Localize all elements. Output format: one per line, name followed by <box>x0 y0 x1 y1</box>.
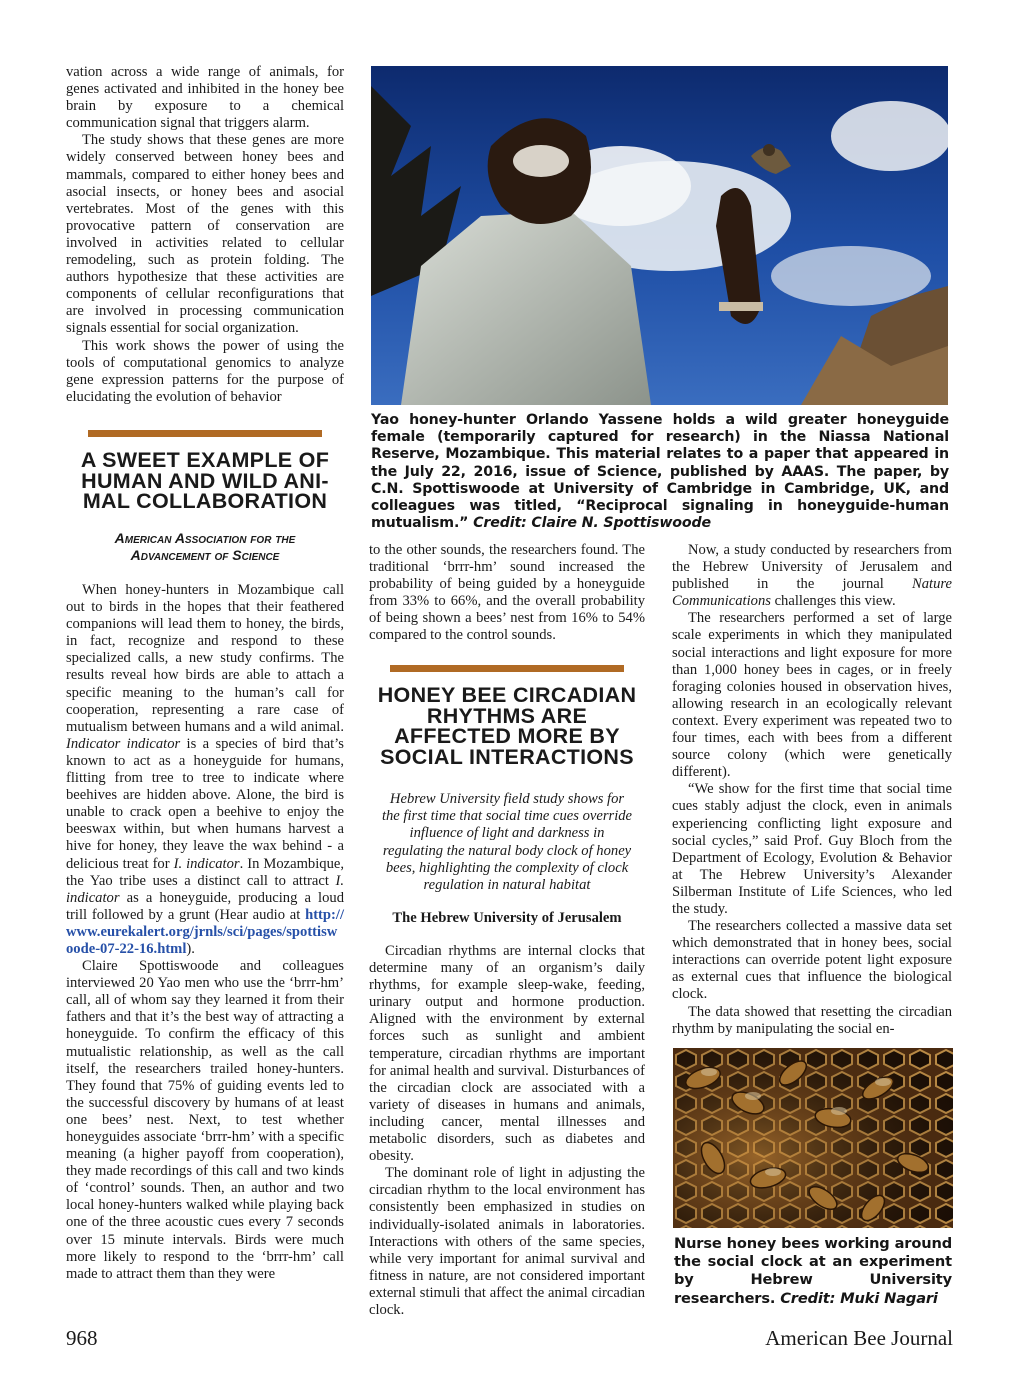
text: as a honeyguide, producing a loud trill followed by a grunt (Hear audio at <box>66 889 344 923</box>
article-body-continued <box>672 542 952 1038</box>
paragraph <box>66 582 344 958</box>
honey-bees-photo <box>673 1048 953 1228</box>
honey-bees-image <box>673 1048 953 1228</box>
photo-credit: Credit: Muki Nagari <box>780 1289 938 1307</box>
article-headline <box>365 685 649 767</box>
text: challenges this view. <box>774 593 896 610</box>
previous-article-text <box>66 64 344 406</box>
headline-line: AFFECTED MORE BY <box>394 724 620 748</box>
paragraph <box>672 542 952 610</box>
dek-line: influence of light and darkness in <box>409 825 605 842</box>
dek-line: regulating the natural body clock of honey <box>382 842 632 859</box>
paragraph: The study shows that these genes are more widely conserved between honey bees and mammals, compared to either honey bees and asocial insects, or honey bees and asocial vertebrates. Most of the genes with this provocative pattern of conservation are involved in activities related to cellular remodeling, such as protein folding. The authors hypothesize that these activities are components of cellular reconfigurations that are involved in processing communication signals essential for social organization. <box>66 132 344 337</box>
species-name: Indicator indicator <box>66 735 181 752</box>
photo-credit: Credit: Claire N. Spottiswoode <box>473 515 711 532</box>
paragraph: “We show for the first time that social time cues stably adjust the clock, even in animals experiencing conflicting light exposure and social cycles,” said Prof. Guy Bloch from the Department of Ecology, Evolution & Behavior at The Hebrew University’s Alexander Silberman Institute of Life Sciences, who led the study. <box>672 781 952 917</box>
paragraph: Claire Spottiswoode and colleagues interviewed 20 Yao men who use the ‘brrr-hm’ call, all of whom say they learned it from their fathers and that it’s the best way of attracting a honeyguide. To confirm the efficacy of this mutualistic relationship, as well as the call itself, the researchers trailed honey-hunters. They found that 75% of guiding events led to the successful discovery by humans of at least one bees’ nest. Next, to test whether honeyguides associate ‘brrr-hm’ with a specific meaning (a higher payoff from cooperation), they made recordings of this call and two kinds of ‘control’ sounds. Then, an author and two local honey-hunters walked while playing back one of the three acoustic cues every 7 seconds over 15 minute intervals. Birds were much more likely to respond to the ‘brrr-hm’ call made to attract them than they were <box>66 958 344 1282</box>
headline-line: MAL COLLABORATION <box>82 489 328 513</box>
paragraph: Circadian rhythms are internal clocks that determine many of an organism’s daily rhythms, for example sleep-wake, feeding, urinary output and hormone production. Aligned with the environment by external forces such as sunlight and ambient temperature, circadian rhythms are important for animal health and survival. Disturbances of the circadian clock are associated with a variety of diseases in humans and animals, including cancer, mental illnesses and metabolic disorders, such as diabetes and obesity. <box>369 943 645 1165</box>
source-line: American Association for the <box>114 530 296 546</box>
headline-line: A SWEET EXAMPLE OF <box>80 448 330 472</box>
journal-name: Nature Communications <box>672 576 952 610</box>
species-name: I. indicator <box>66 872 344 906</box>
audio-link[interactable]: http://www.eurekalert.org/jrnls/sci/pages/spottiswoode-07-22-16.html <box>66 906 344 957</box>
dek-line: the first time that social time cues override <box>381 808 633 825</box>
article-body <box>369 943 645 1319</box>
journal-name-footer: American Bee Journal <box>765 1326 953 1350</box>
photo-caption <box>674 1235 952 1308</box>
article-subheadline <box>366 791 648 894</box>
dek-line: regulation in natural habitat <box>423 877 591 894</box>
article-source <box>64 530 346 564</box>
text: Now, a study conducted by researchers from the Hebrew University of Jerusalem and published in the journal <box>672 542 952 593</box>
article-byline: The Hebrew University of Jerusalem <box>392 910 622 926</box>
paragraph: to the other sounds, the researchers found. The traditional ‘brrr-hm’ sound increased the probability of being guided by a honeyguide from 33% to 66%, and the overall probability of being shown a bees’ nest from 16% to 54% compared to the control sounds. <box>369 542 645 644</box>
honey-hunter-image <box>371 66 948 405</box>
paragraph: This work shows the power of using the tools of computational genomics to analyze gene expression patterns for the purpose of elucidating the evolution of behavior <box>66 337 344 405</box>
article-body <box>66 582 344 1283</box>
headline-line: HONEY BEE CIRCADIAN <box>377 683 637 707</box>
source-line: Advancement of Science <box>130 547 280 563</box>
paragraph: The researchers collected a massive data set which demonstrated that in honey bees, social interactions can override potent light exposure as external cues that influence the biological clock. <box>672 918 952 1003</box>
text: ). <box>186 940 195 957</box>
text: When honey-hunters in Mozambique call out to birds in the hopes that their feathered companions will lead them to honey, the birds, in fact, recognize and respond to these specialized calls, a new study confirms. The results reveal how birds are able to attach a specific meaning to the human’s call for cooperation, representing a rare case of mutualism between humans and a wild animal. <box>66 582 344 735</box>
page-number: 968 <box>66 1326 98 1350</box>
section-divider <box>88 430 322 437</box>
photo-caption <box>371 412 949 532</box>
dek-line: bees, highlighting the complexity of clock <box>385 859 629 876</box>
headline-line: RHYTHMS ARE <box>426 703 588 728</box>
text: . In Mozambique, the Yao tribe uses a distinct call to attract <box>66 855 344 889</box>
section-divider <box>390 665 624 672</box>
paragraph: The researchers performed a set of large scale experiments in which they manipulated social interactions and light exposure for more than 1,000 honey bees in cages, or in freely foraging colonies housed in observation hives, allowing research in an ecologically relevant context. Every experiment was repeated two to four times, each with bees from a different source colony (which were genetically different). <box>672 610 952 781</box>
caption-text: Yao honey-hunter Orlando Yassene holds a wild greater honeyguide female (temporarily captured for research) in the Niassa National Reserve, Mozambique. This material relates to a paper that appeared in the July 22, 2016, issue of Science, published by AAAS. The paper, by C.N. Spottiswoode at University of Cambridge in Cambridge, UK, and colleagues was titled, “Reciprocal signaling in honeyguide-human mutualism.” <box>371 412 949 532</box>
paragraph: The dominant role of light in adjusting the circadian rhythm to the local environment has consistently been emphasized in studies on individually-isolated animals in laboratories. Interactions with others of the same species, while very important for animal survival and fitness in nature, are not considered important external stimuli that affect the animal circadian clock. <box>369 1165 645 1318</box>
caption-text: Nurse honey bees working around the social clock at an experiment by Hebrew University researchers. <box>674 1235 952 1307</box>
article-body-continued <box>369 542 645 645</box>
paragraph: vation across a wide range of animals, for genes activated and inhibited in the honey bee brain by exposure to a chemical communication signal that triggers alarm. <box>66 64 344 132</box>
headline-line: HUMAN AND WILD ANI- <box>81 468 329 493</box>
dek-line: Hebrew University field study shows for <box>389 791 625 807</box>
paragraph: The data showed that resetting the circadian rhythm by manipulating the social en- <box>672 1003 952 1037</box>
text: is a species of bird that’s known to act as a honeyguide for humans, flitting from tree to tree to indicate where beehives are hidden above. Alone, the bird is unable to crack open a beehive to enjoy the beeswax within, but when humans harvest a hive for honey, they leave the wax behind - a delicious treat for <box>66 735 344 872</box>
honey-hunter-photo <box>371 66 948 405</box>
headline-line: SOCIAL INTERACTIONS <box>380 744 634 769</box>
species-name: I. indicator <box>173 855 240 872</box>
article-headline <box>62 450 348 512</box>
